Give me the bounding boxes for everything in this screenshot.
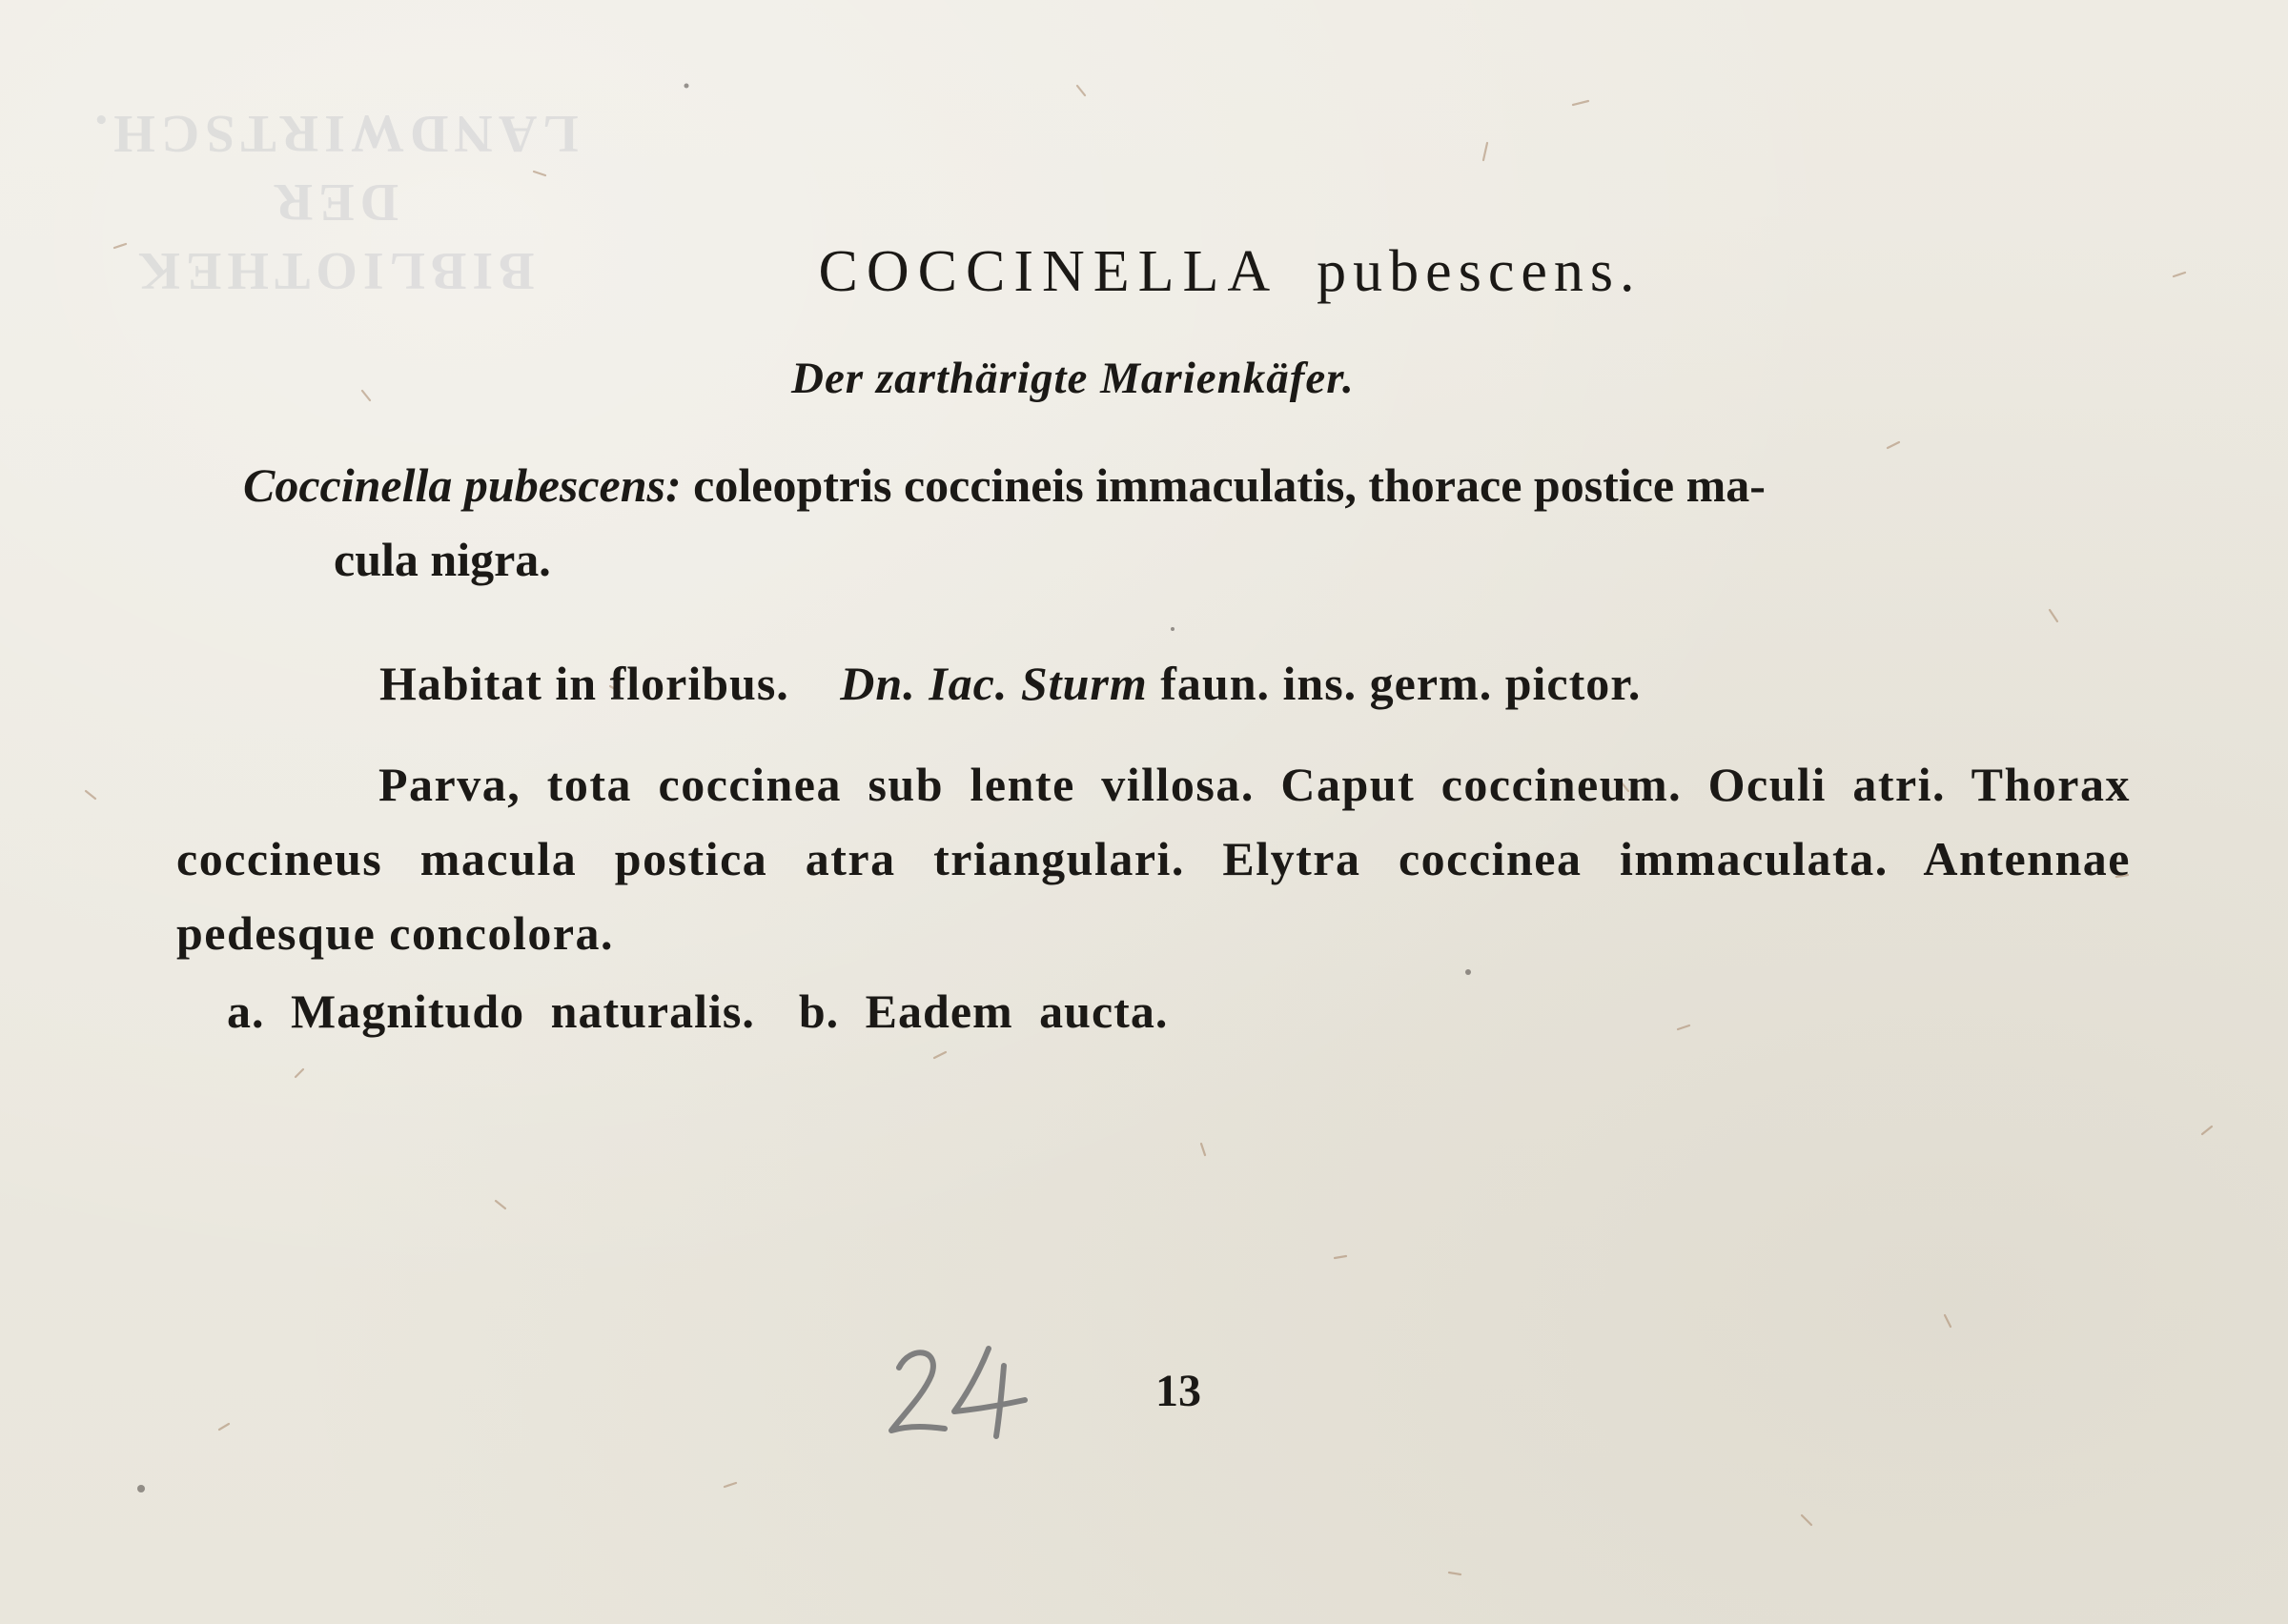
page-title	[86, 238, 2288, 306]
diagnosis-species-name: Coccinella pubescens:	[243, 458, 682, 512]
title-species: pubescens.	[1317, 239, 1642, 304]
diagnosis-line2: cula nigra.	[334, 533, 551, 586]
diagnosis-line1: coleoptris coccineis immaculatis, thorace postice ma-	[693, 458, 1766, 512]
page-number: 13	[1155, 1366, 1201, 1416]
figure-legend	[227, 984, 1168, 1039]
diagnosis-paragraph	[243, 448, 2131, 597]
description-paragraph: Parva, tota coccinea sub lente villosa. Caput coccineum. Oculi atri. Thorax coccineus macula postica atra triangulari. Elytra coccinea immaculata. Antennae pedesque concolora.	[176, 758, 2131, 960]
habitat-rest: faun. ins. germ. pictor.	[1160, 657, 1642, 710]
german-common-name: Der zarthärigte Marienkäfer.	[791, 354, 1355, 403]
title-genus: COCCINELLA	[818, 239, 1279, 304]
habitat-author: Dn. Iac. Sturm	[840, 657, 1148, 710]
library-stamp: BIBLIOTHEK DER LANDWIRTSCH.	[89, 104, 579, 300]
habitat-line	[379, 656, 1641, 711]
figure-legend-b: b. Eadem aucta.	[798, 985, 1169, 1038]
figure-legend-a: a. Magnitudo naturalis.	[227, 985, 755, 1038]
handwritten-pencil-note	[882, 1339, 1044, 1444]
habitat-text: Habitat in floribus.	[379, 657, 789, 710]
